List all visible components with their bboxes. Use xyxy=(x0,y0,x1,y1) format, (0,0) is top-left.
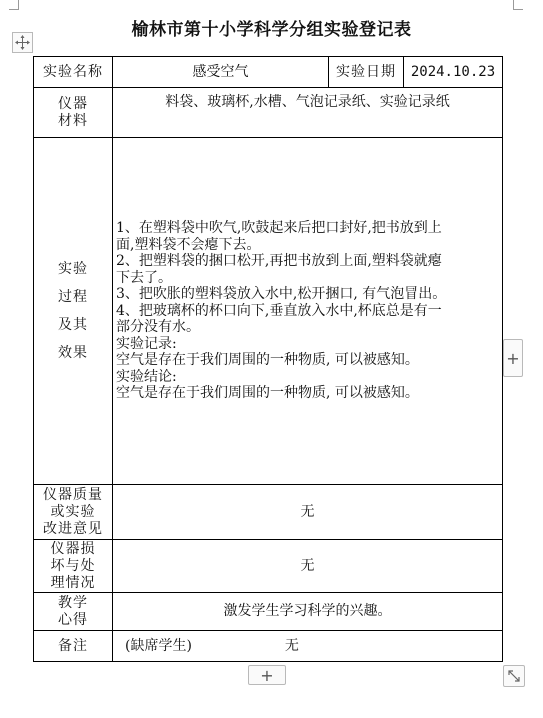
reflection-label-cell[interactable] xyxy=(34,593,113,631)
materials-label-line: 材料 xyxy=(58,112,88,129)
quality-label-line: 改进意见 xyxy=(43,520,103,537)
remarks-label[interactable]: 备注 xyxy=(34,631,113,662)
experiment-record-table xyxy=(33,56,503,662)
remarks-content-cell[interactable] xyxy=(113,631,503,662)
table-move-handle[interactable] xyxy=(12,32,33,53)
quality-value[interactable]: 无 xyxy=(113,485,503,540)
process-label-line: 及其 xyxy=(58,317,88,333)
experiment-name-value[interactable]: 感受空气 xyxy=(113,57,329,88)
process-line: 实验记录: xyxy=(116,335,177,352)
materials-label-cell[interactable] xyxy=(34,88,113,138)
process-label-line: 实验 xyxy=(58,261,88,277)
damage-value[interactable]: 无 xyxy=(113,540,503,593)
table-row-quality xyxy=(34,485,503,540)
reflection-label-line: 心得 xyxy=(58,611,88,628)
damage-label-line: 坏与处 xyxy=(50,557,96,574)
quality-label-cell[interactable] xyxy=(34,485,113,540)
experiment-name-label[interactable]: 实验名称 xyxy=(34,57,113,88)
process-content-cell[interactable] xyxy=(113,138,503,485)
process-line: 4、把玻璃杯的杯口向下,垂直放入水中,杯底总是有一 xyxy=(116,302,442,319)
experiment-date-value[interactable]: 2024.10.23 xyxy=(404,57,503,88)
process-line: 面,塑料袋不会瘪下去。 xyxy=(116,236,261,253)
process-label-line: 过程 xyxy=(58,289,88,305)
experiment-date-label[interactable]: 实验日期 xyxy=(329,57,404,88)
table-row-materials xyxy=(34,88,503,138)
page-corner-mark-left xyxy=(9,0,19,10)
resize-handle-icon xyxy=(507,669,521,683)
process-label-line: 效果 xyxy=(58,345,88,361)
quality-label-line: 仪器质量 xyxy=(43,486,103,503)
materials-label-line: 仪器 xyxy=(58,95,88,112)
damage-label-line: 仪器损 xyxy=(50,540,96,557)
reflection-label-line: 教学 xyxy=(58,594,88,611)
process-label-cell[interactable] xyxy=(34,138,113,485)
reflection-value[interactable]: 激发学生学习科学的兴趣。 xyxy=(113,593,503,631)
process-line: 下去了。 xyxy=(116,269,172,286)
add-column-button[interactable]: + xyxy=(503,339,523,377)
damage-label-cell[interactable] xyxy=(34,540,113,593)
materials-value[interactable]: 料袋、玻璃杯,水槽、气泡记录纸、实验记录纸 xyxy=(113,88,503,138)
remarks-value: 无 xyxy=(284,637,299,654)
add-row-button[interactable]: + xyxy=(248,665,286,685)
document-title: 榆林市第十小学科学分组实验登记表 xyxy=(131,20,412,40)
quality-label-line: 或实验 xyxy=(50,503,96,520)
table-row-process xyxy=(34,138,503,485)
process-line: 部分没有水。 xyxy=(116,319,200,336)
table-row-damage xyxy=(34,540,503,593)
table-row-experiment-name xyxy=(34,57,503,88)
table-row-reflection xyxy=(34,593,503,631)
process-line: 空气是存在于我们周围的一种物质, 可以被感知。 xyxy=(116,352,419,369)
move-handle-icon xyxy=(15,35,30,50)
table-row-remarks xyxy=(34,631,503,662)
process-line: 实验结论: xyxy=(116,368,177,385)
absent-students-label: (缺席学生) xyxy=(125,637,192,654)
process-line: 空气是存在于我们周围的一种物质, 可以被感知。 xyxy=(116,385,419,402)
table-resize-handle[interactable] xyxy=(503,665,525,687)
process-line: 2、把塑料袋的捆口松开,再把书放到上面,塑料袋就瘪 xyxy=(116,253,442,270)
damage-label-line: 理情况 xyxy=(50,574,96,591)
page-corner-mark-right xyxy=(513,0,523,10)
process-line: 1、在塑料袋中吹气,吹鼓起来后把口封好,把书放到上 xyxy=(116,220,442,237)
process-line: 3、把吹胀的塑料袋放入水中,松开捆口, 有气泡冒出。 xyxy=(116,286,447,303)
